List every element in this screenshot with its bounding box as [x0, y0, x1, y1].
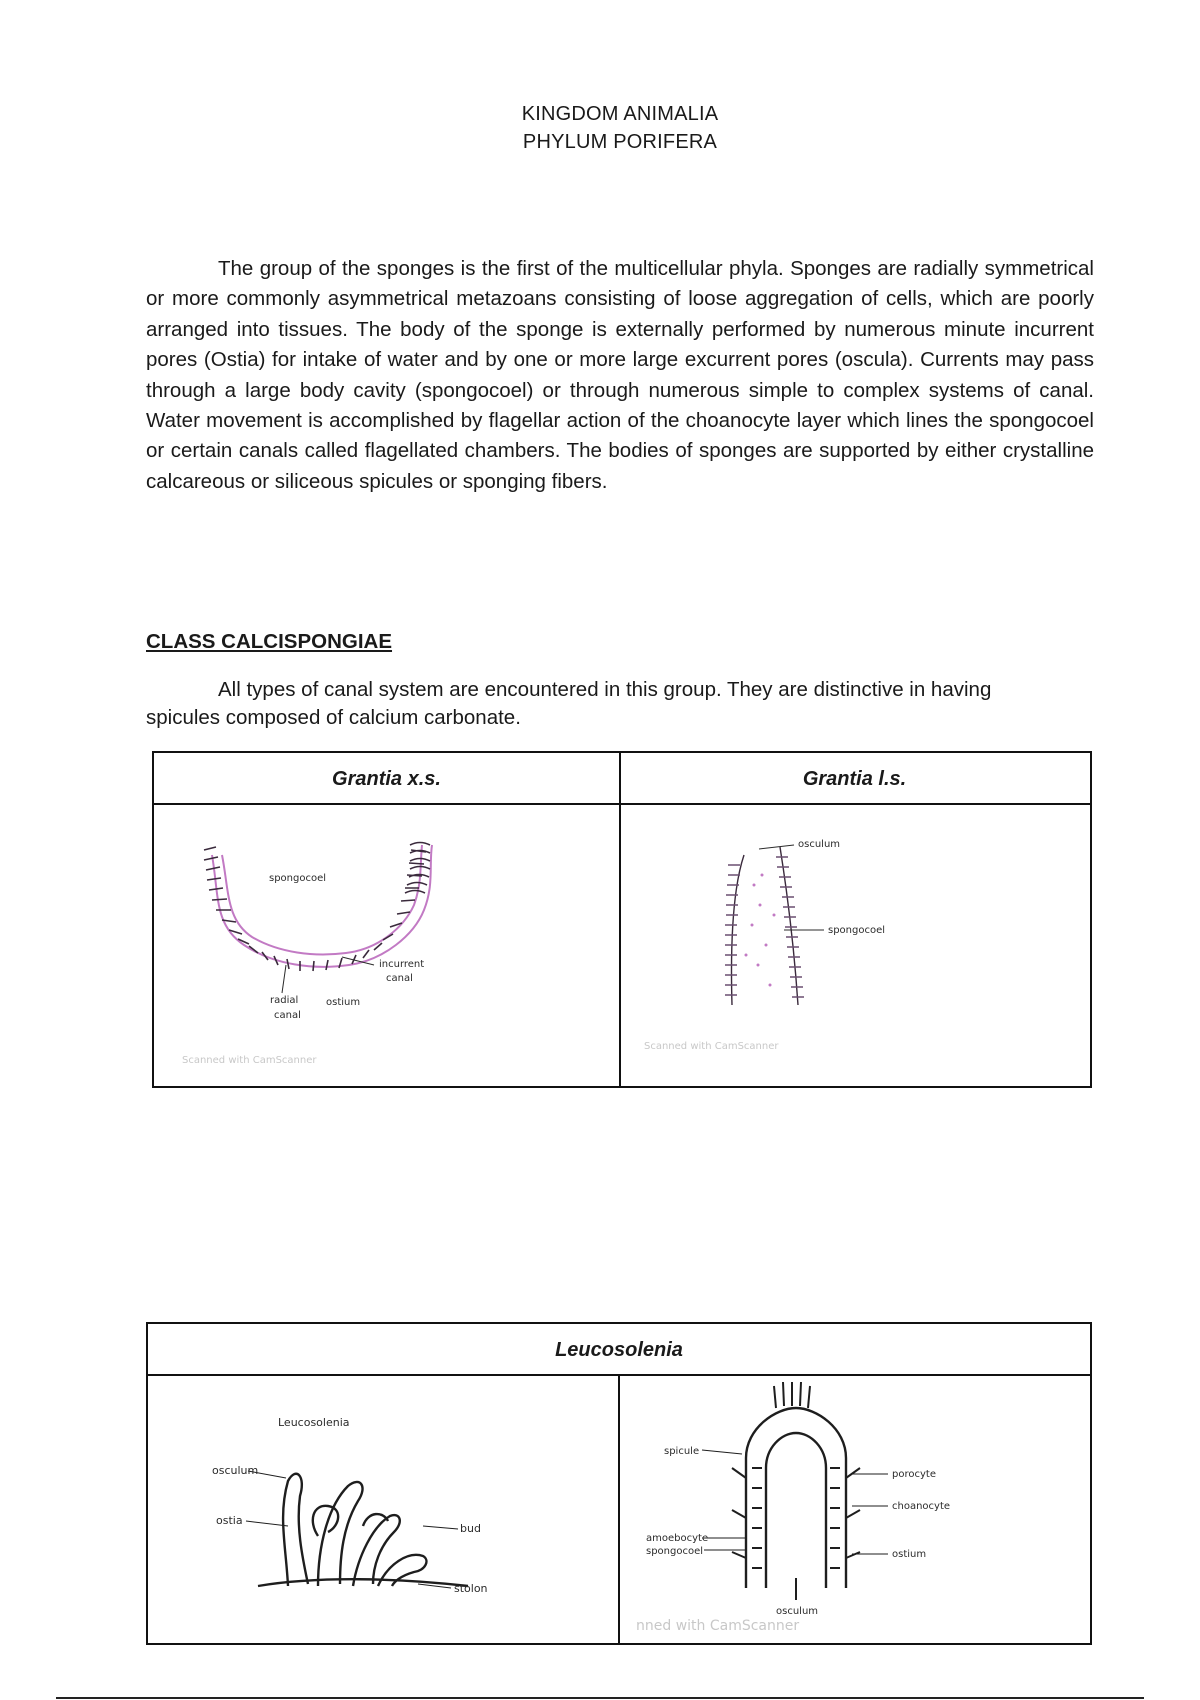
grantia-ls-drawing: [634, 815, 1074, 1075]
label-bud: bud: [460, 1522, 481, 1535]
leucosolenia-title: Leucosolenia: [555, 1339, 683, 1361]
label-radial: radial: [270, 995, 299, 1006]
title-kingdom: KINGDOM ANIMALIA: [521, 103, 719, 125]
page-bottom-rule: [56, 1697, 1144, 1699]
leucosolenia-colony-drawing: [168, 1386, 608, 1636]
class-heading: CLASS CALCISPONGIAE: [146, 630, 393, 653]
grantia-xs-drawing: [174, 815, 604, 1075]
intro-paragraph: The group of the sponges is the first of the multicellular phyla. Sponges are radially symmetrical or more commonly asymmetrical metazoans consisting of loose aggregation of cells, which are poorly arranged into tissues. The body of the sponge is externally performed by numerous minute incurrent pores (Ostia) for intake of water and by one or more large excurrent pores (oscula). Currents may pass through a large body cavity (spongocoel) or through numerous simple to complex systems of canal. Water movement is accomplished by flagellar action of the choanocyte layer which lines the spongocoel or certain canals called flagellated chambers. The bodies of sponges are supported by either crystalline calcareous or siliceous spicules or sponging fibers.: [146, 257, 1094, 493]
label-spicule: spicule: [664, 1446, 700, 1457]
label-radial-canal: canal: [274, 1010, 301, 1021]
table-header-divider: [154, 803, 1090, 805]
table2-column-divider: [618, 1374, 620, 1643]
label-ostium: ostium: [326, 997, 361, 1008]
table-column-divider: [619, 753, 621, 1086]
label-osculum-section: osculum: [776, 1606, 819, 1617]
label-spongocoel: spongocoel: [269, 873, 327, 884]
leucosolenia-table: [146, 1322, 1092, 1645]
label-ostium-section: ostium: [892, 1549, 927, 1560]
label-leucosolenia-caption: Leucosolenia: [278, 1416, 350, 1429]
label-incurrent: incurrent: [379, 959, 425, 970]
label-amoebocyte: amoebocyte: [646, 1533, 709, 1544]
class-description: All types of canal system are encountered in this group. They are distinctive in having spicules composed of calcium carbonate.: [146, 678, 992, 729]
label-porocyte: porocyte: [892, 1469, 936, 1480]
watermark-right: Scanned with CamScanner: [644, 1041, 779, 1052]
grantia-table: [152, 751, 1092, 1088]
label-choanocyte: choanocyte: [892, 1501, 951, 1512]
label-spongocoel-section: spongocoel: [646, 1546, 704, 1557]
watermark-leucosolenia: nned with CamScanner: [636, 1618, 800, 1634]
grantia-ls-title: Grantia l.s.: [802, 768, 907, 790]
label-spongocoel-ls: spongocoel: [828, 925, 886, 936]
title-phylum: PHYLUM PORIFERA: [522, 131, 718, 153]
label-ostia: ostia: [216, 1514, 243, 1527]
leucosolenia-section-drawing: [626, 1378, 1076, 1640]
watermark-left: Scanned with CamScanner: [182, 1055, 317, 1066]
label-osculum: osculum: [798, 839, 841, 850]
grantia-xs-title: Grantia x.s.: [332, 768, 441, 790]
label-incurrent-canal: canal: [386, 973, 413, 984]
label-stolon: stolon: [454, 1582, 488, 1595]
page-title: [0, 100, 1200, 156]
label-osculum-colony: osculum: [212, 1464, 259, 1477]
